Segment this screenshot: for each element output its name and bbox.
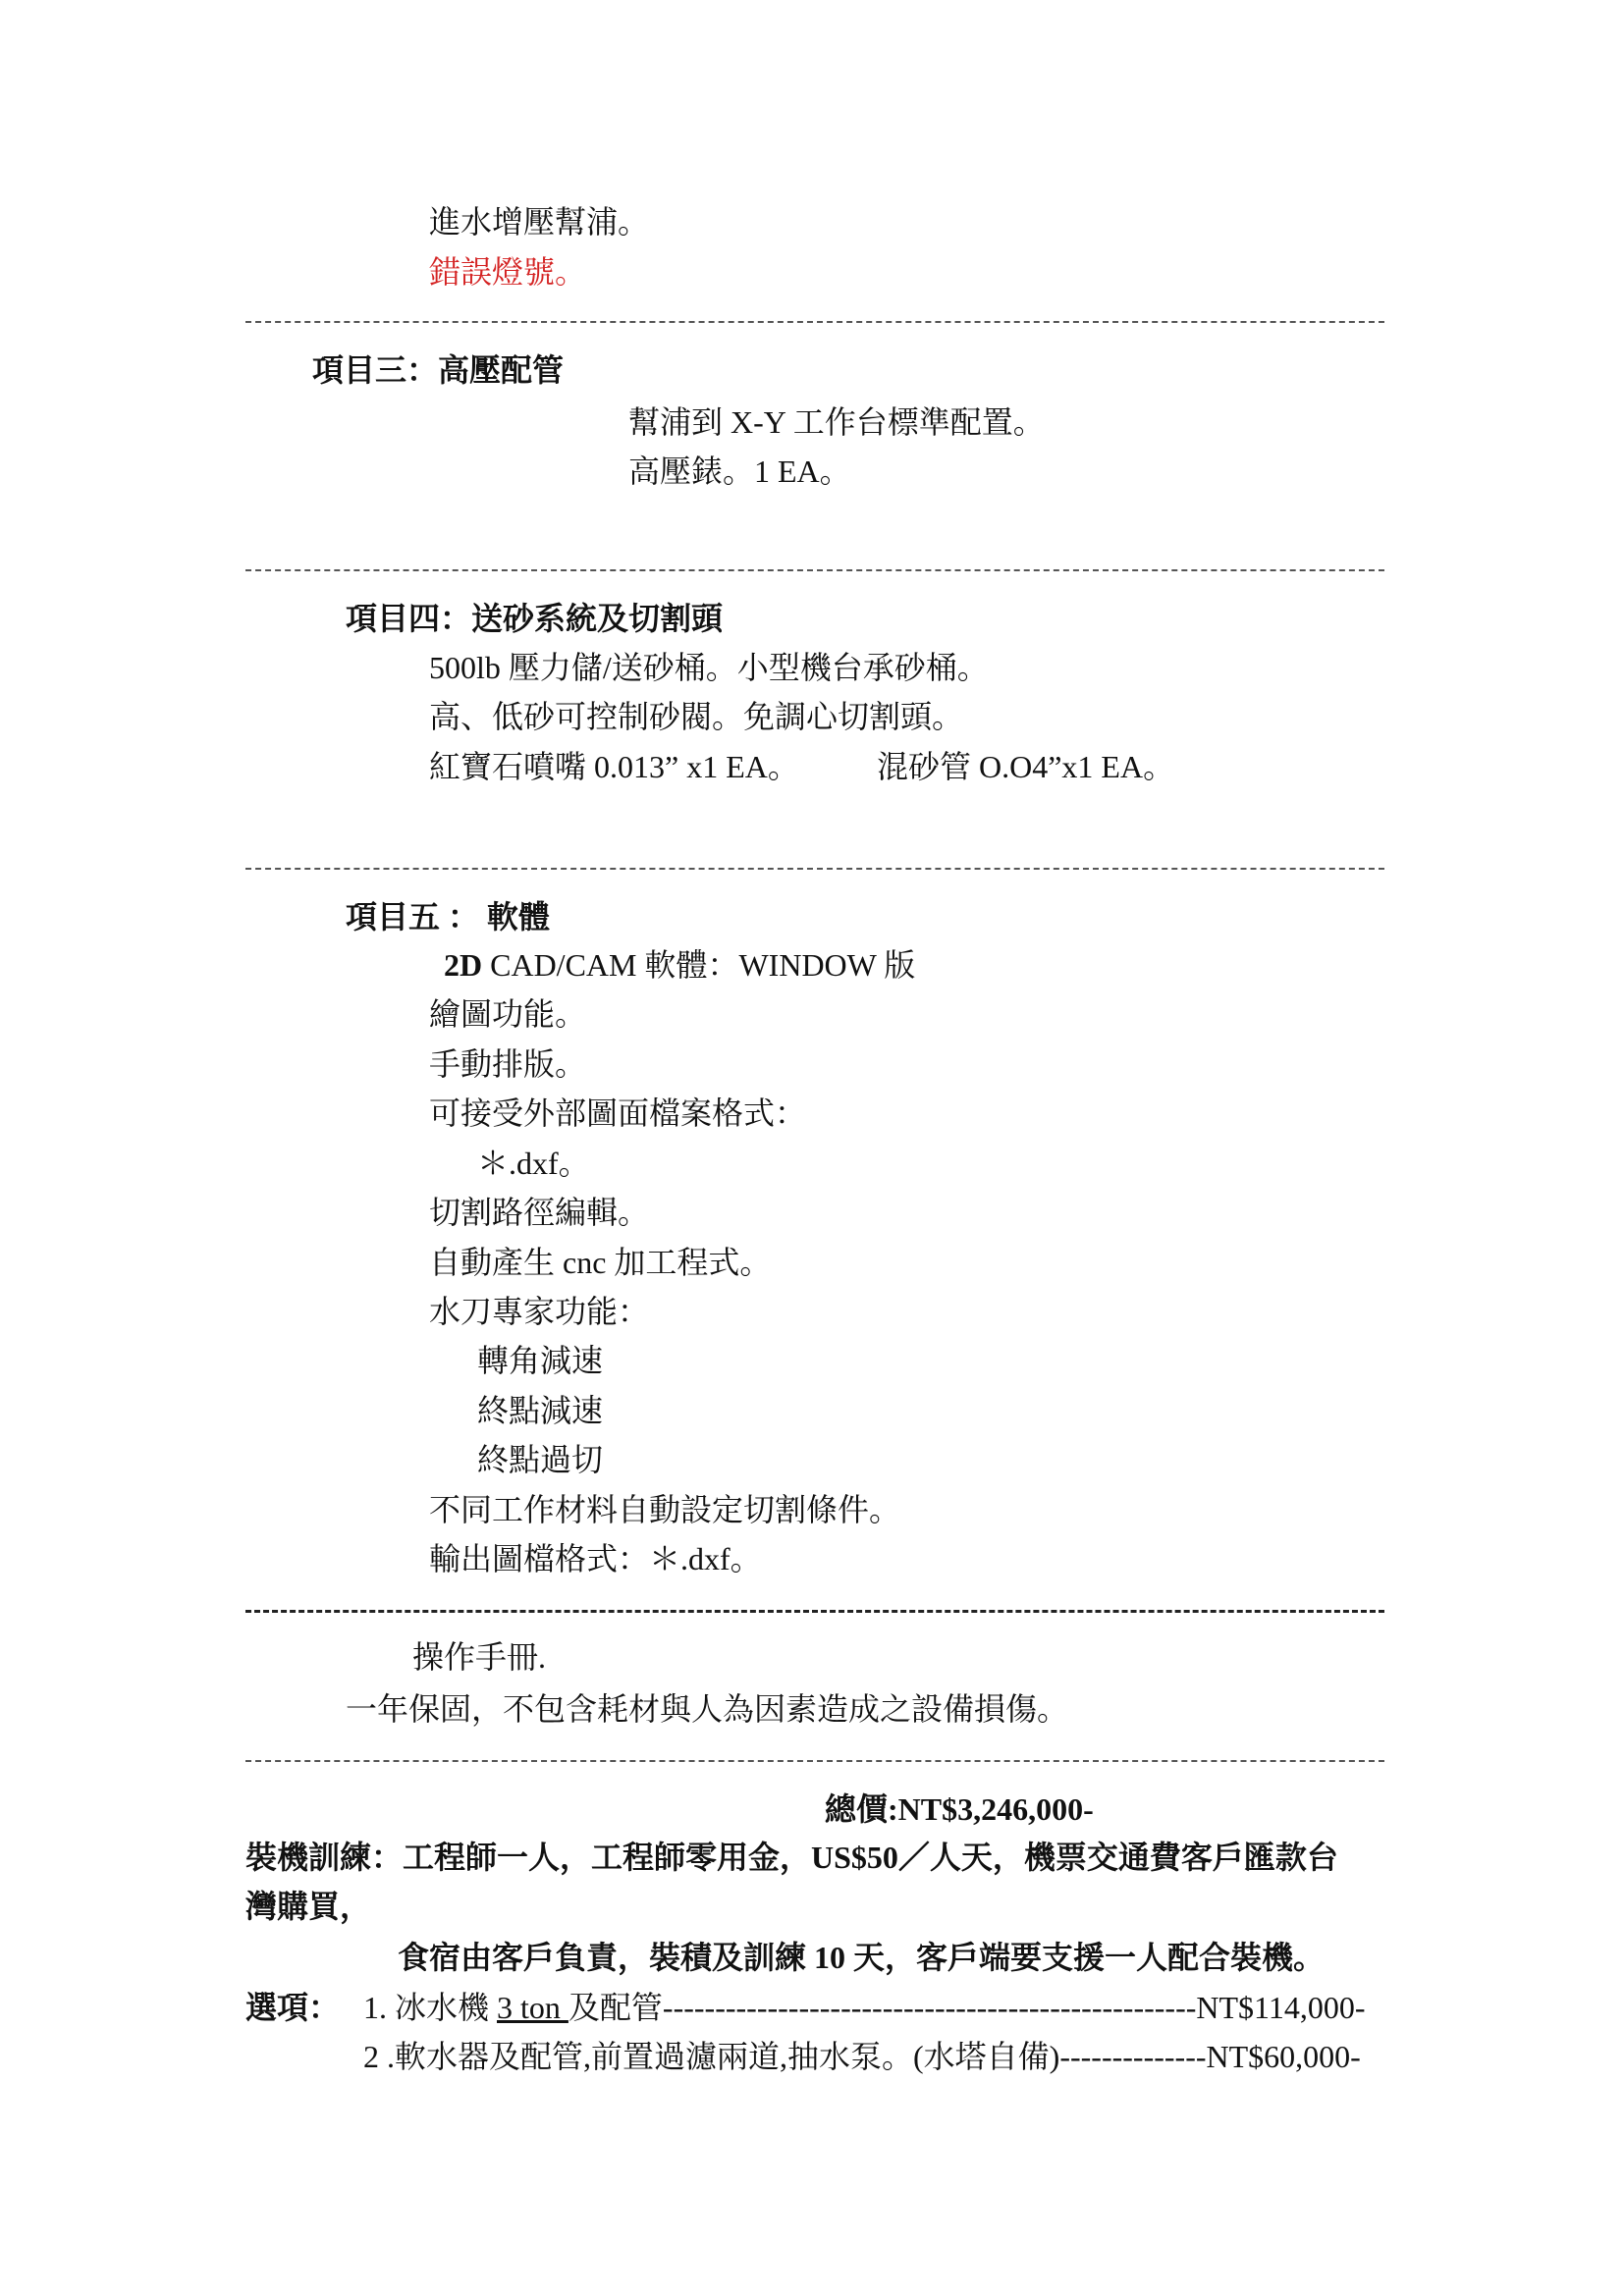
option-item-1 [363,1988,1366,2027]
software-subfeature: ＊.dxf。 [477,1146,590,1181]
warranty-item: 一年保固，不包含耗材與人為因素造成之設備損傷。 [346,1691,1069,1727]
software-bold: 2D [444,947,483,983]
option-item-2: 2 .軟水器及配管,前置過濾兩道,抽水泵。(水塔自備)--------------NT$60,000- [363,2039,1361,2074]
section4-item: 500lb 壓力儲/送砂桶。小型機台承砂桶。 [429,650,989,685]
section3-heading: 項目三：高壓配管 [312,352,565,388]
software-feature: 可接受外部圖面檔案格式： [429,1095,807,1131]
software-feature: 切割路徑編輯。 [429,1195,650,1230]
option-text: 冰水機 [395,1990,498,2025]
section3-item: 高壓錶。1 EA。 [628,454,851,489]
section3-item: 幫浦到 X-Y 工作台標準配置。 [628,404,1045,440]
software-feature: 水刀專家功能： [429,1294,650,1329]
installation-line: 裝機訓練：工程師一人，工程師零用金，US$50／人天，機票交通費客戶匯款台 [245,1840,1338,1875]
section4-item: 高、低砂可控制砂閥。免調心切割頭。 [429,699,964,734]
installation-line: 灣購買， [245,1889,372,1924]
software-rest: CAD/CAM 軟體：WINDOW 版 [482,947,916,983]
divider [245,1760,1384,1762]
software-feature: 繪圖功能。 [429,996,587,1032]
software-feature: 手動排版。 [429,1046,587,1082]
options-label: 選項： [245,1990,341,2025]
section4-item: 混砂管 O.O4”x1 EA。 [877,749,1175,784]
error-light-item: 錯誤燈號。 [429,254,587,290]
software-line [444,945,915,985]
software-feature: 不同工作材料自動設定切割條件。 [429,1492,901,1527]
software-feature: 自動產生 cnc 加工程式。 [429,1245,772,1280]
section4-heading: 項目四：送砂系統及切割頭 [346,601,724,636]
section4-item: 紅寶石噴嘴 0.013” x1 EA。 [429,749,799,784]
installation-line: 食宿由客戶負責，裝積及訓練 10 天，客戶端要支援一人配合裝機。 [398,1940,1326,1975]
option-number: 1. [363,1990,387,2025]
divider [245,1610,1384,1613]
manual-item: 操作手冊. [412,1639,547,1675]
software-feature: 輸出圖檔格式：＊.dxf。 [429,1541,762,1576]
option-capacity: 3 ton [497,1990,568,2025]
option-price-line: 及配管---------------------------------------------------NT$114,000- [568,1990,1366,2025]
pump-item: 進水增壓幫浦。 [429,204,650,240]
software-subfeature: 轉角減速 [477,1343,604,1378]
section5-heading: 項目五 ： 軟體 [346,899,551,934]
total-price: 總價:NT$3,246,000- [825,1791,1094,1827]
divider [245,868,1384,870]
divider [245,321,1384,323]
software-subfeature: 終點過切 [477,1442,604,1477]
software-subfeature: 終點減速 [477,1393,604,1428]
divider [245,569,1384,571]
